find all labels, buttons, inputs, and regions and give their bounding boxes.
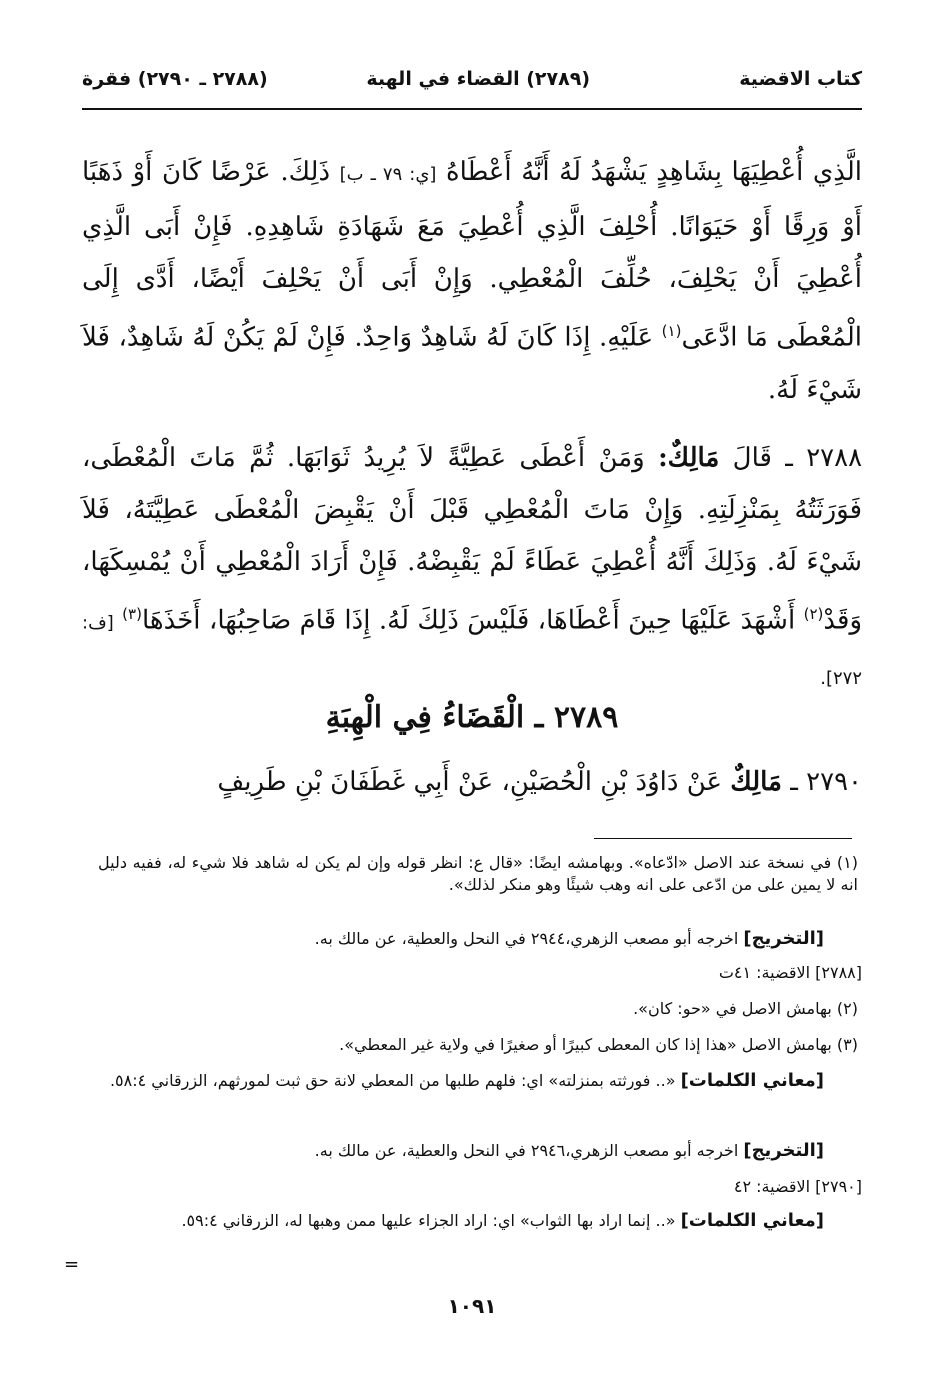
- footnote-3: (٣) بهامش الاصل «هذا إذا كان المعطى كبيرًا أو صغيرًا في ولاية غير المعطي».: [339, 1035, 858, 1054]
- chapter-title: الْقَضَاءُ فِي الْهِبَةِ: [325, 700, 525, 735]
- section-note-2790: [٢٧٩٠] الاقضية: ٤٢: [733, 1177, 862, 1196]
- section-note-2790-maani: [معاني الكلمات] «.. إنما اراد بها الثواب» اي: اراد الجزاء عليها ممن وهبها له، الزرقاني ٥٩:٤.: [181, 1210, 824, 1231]
- footnote-1: (١) في نسخة عند الاصل «ادّعاه». وبهامشه ايضًا: «قال ع: انظر قوله وإن لم يكن له شاهد فلا شيء له، ففيه دليل انه لا يمين على من ادّعى على انه وهب شيئًا وهو منكر لذلك».: [98, 853, 858, 894]
- section-note-2788: [٢٧٨٨] الاقضية: ٤١ت: [718, 963, 862, 982]
- paragraph-2790: ٢٧٩٠ ـ مَالِكٌ عَنْ دَاوُدَ بْنِ الْحُصَيْنِ، عَنْ أَبِي غَطَفَانَ بْنِ طَرِيفٍ: [217, 767, 862, 797]
- cross-reference: [ف: ٢٧٢].: [82, 612, 862, 689]
- chapter-number: ٢٧٨٩ ـ: [534, 700, 619, 735]
- footnote-marker-1: (١): [661, 322, 682, 340]
- narrator-name: مَالِكٌ:: [658, 443, 720, 473]
- footnote-2: (٢) بهامش الاصل في «حو: كان».: [633, 999, 858, 1018]
- paragraph-number: ٢٧٩٠ ـ: [790, 767, 862, 797]
- header-section-title: (٢٧٨٩) القضاء في الهبة: [366, 68, 590, 90]
- running-header: [82, 68, 862, 102]
- continuation-mark: =: [64, 1254, 80, 1275]
- chapter-heading: [82, 700, 862, 735]
- header-book-title: كتاب الاقضية: [739, 68, 862, 90]
- footnote-marker-2: (٢): [803, 605, 824, 623]
- footnote-3-takhrij: [التخريج] اخرجه أبو مصعب الزهري،٢٩٤٦ في النحل والعطية، عن مالك به.: [314, 1140, 824, 1161]
- footnote-separator: [594, 838, 852, 839]
- paragraph-continued: الَّذِي أُعْطِيَهَا بِشَاهِدٍ يَشْهَدُ لَهُ أَنَّهُ أَعْطَاهُ [ي: ٧٩ ـ ب] ذَلِكَ. عَرْضًا كَانَ أَوْ ذَهَبًا أَوْ وَرِقًا أَوْ حَيَوَانًا. أُحْلِفَ الَّذِي أُعْطِيَ مَعَ شَهَادَةِ شَاهِدِهِ. فَإِنْ أَبَى الَّذِي أُعْطِيَ أَنْ يَحْلِفَ، حُلِّفَ الْمُعْطِي. وَإِنْ أَبَى أَنْ يَحْلِفَ أَيْضًا، أَدَّى إِلَى الْمُعْطَى مَا ادَّعَى$^{(١)}$ عَلَيْهِ. إِذَا كَانَ لَهُ شَاهِدٌ وَاحِدٌ. فَإِنْ لَمْ يَكُنْ لَهُ شَاهِدٌ، فَلاَ شَيْءَ لَهُ.: [82, 157, 863, 405]
- footnote-1-takhrij: [التخريج] اخرجه أبو مصعب الزهري،٢٩٤٤ في النحل والعطية، عن مالك به.: [314, 928, 824, 949]
- footnote-3-maani: [معاني الكلمات] «.. فورثته بمنزلته» اي: فلهم طلبها من المعطي لانة حق ثبت لمورثهم، الزرقاني ٥٨:٤.: [109, 1070, 824, 1091]
- narrator-name: مَالِكٌ: [730, 767, 782, 797]
- footnote-marker-3: (٣): [122, 605, 142, 623]
- paragraph-2788: ٢٧٨٨ ـ قَالَ مَالِكٌ: وَمَنْ أَعْطَى عَطِيَّةً لاَ يُرِيدُ ثَوَابَهَا. ثُمَّ مَاتَ الْمُعْطَى، فَوَرَثَتُهُ بِمَنْزِلَتِهِ. وَإِنْ مَاتَ الْمُعْطِي قَبْلَ أَنْ يَقْبِضَ الْمُعْطَى عَطِيَّتَهُ، فَلاَ شَيْءَ لَهُ. وَذَلِكَ أَنَّهُ أُعْطِيَ عَطَاءً لَمْ يَقْبِضْهُ. فَإِنْ أَرَادَ الْمُعْطِي أَنْ يُمْسِكَهَا، وَقَدْ$^{(٢)}$ أَشْهَدَ عَلَيْهَا حِينَ أَعْطَاهَا، فَلَيْسَ ذَلِكَ لَهُ. إِذَا قَامَ صَاحِبُهَا، أَخَذَهَا$^{(٣)}$ [ف: ٢٧٢].: [82, 443, 863, 689]
- paragraph-number: ٢٧٨٨ ـ: [785, 443, 863, 473]
- manuscript-ref: [ي: ٧٩ ـ ب]: [339, 164, 437, 185]
- header-paragraph-range: (٢٧٨٨ ـ ٢٧٩٠) فقرة: [82, 68, 268, 90]
- page-number: ١٠٩١: [447, 1294, 497, 1318]
- header-rule: [82, 108, 862, 110]
